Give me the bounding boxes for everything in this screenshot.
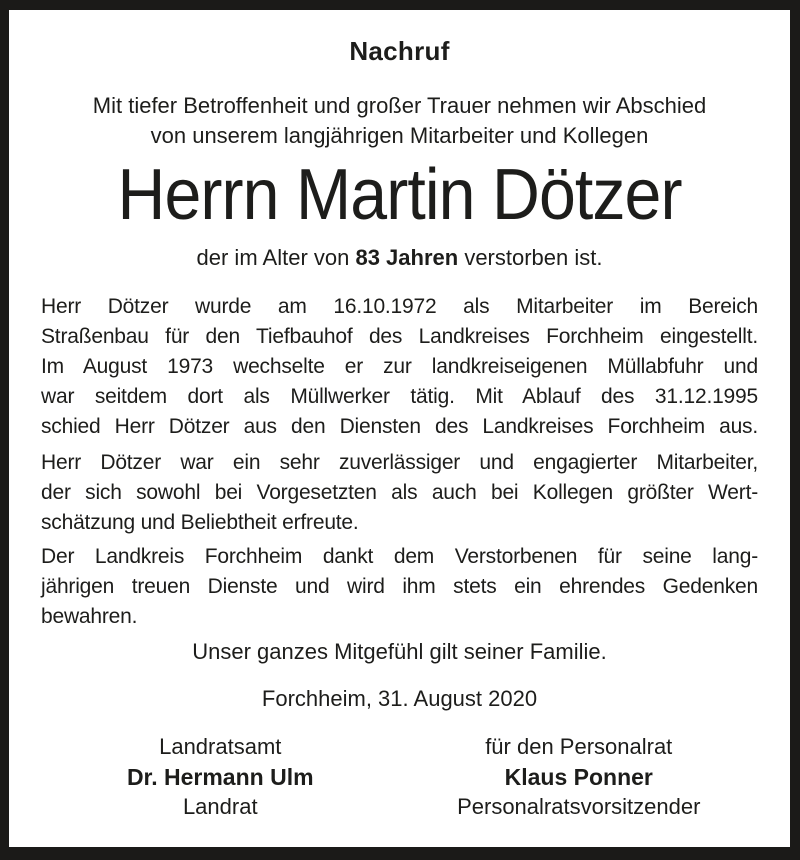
text-line: Herr Dötzer war ein sehr zuverlässiger und engagierter Mitarbeiter, xyxy=(41,451,758,474)
text-line: der sich sowohl bei Vorgesetzten als auch bei Kollegen größter Wert- xyxy=(41,481,758,504)
text-line: Mit tiefer Betroffenheit und großer Trauer nehmen wir Abschied xyxy=(92,93,707,118)
dateline: Forchheim, 31. August 2020 xyxy=(261,686,538,711)
text-line: Straßenbau für den Tiefbauhof des Landkreises Forchheim eingestellt. xyxy=(41,325,758,348)
text-line: Der Landkreis Forchheim dankt dem Verstorbenen für seine lang- xyxy=(41,545,758,568)
text-line: Im August 1973 wechselte er zur landkreiseigenen Müllabfuhr und xyxy=(41,355,758,378)
signature-org: für den Personalrat xyxy=(485,734,673,759)
signature-org: Landratsamt xyxy=(159,734,282,759)
text-line: war seitdem dort als Müllwerker tätig. Mit Ablauf des 31.12.1995 xyxy=(41,385,758,408)
text-line: jährigen treuen Dienste und wird ihm stets ein ehrendes Gedenken xyxy=(41,575,758,598)
deceased-name xyxy=(41,155,758,235)
signature-role: Landrat xyxy=(182,794,258,819)
condolence-line: Unser ganzes Mitgefühl gilt seiner Familie. xyxy=(192,639,607,664)
paragraph-gratitude xyxy=(41,542,758,632)
signature-name: Dr. Hermann Ulm xyxy=(126,764,314,790)
signature-role: Personalratsvorsitzender xyxy=(457,794,701,819)
obituary-sheet xyxy=(9,10,790,847)
text-line: von unserem langjährigen Mitarbeiter und Kollegen xyxy=(150,123,649,148)
text-line: schätzung und Beliebtheit erfreute. xyxy=(41,511,359,534)
text-line: Herr Dötzer wurde am 16.10.1972 als Mitarbeiter im Bereich xyxy=(41,295,758,318)
age-value: 83 Jahren xyxy=(355,245,459,270)
paragraph-appreciation xyxy=(41,448,758,538)
text-line: schied Herr Dötzer aus den Diensten des Landkreises Forchheim aus. xyxy=(41,415,758,438)
signature-personalrat xyxy=(400,732,759,822)
age-line xyxy=(41,243,758,273)
signature-landratsamt xyxy=(41,732,400,822)
notice-title: Nachruf xyxy=(349,36,450,66)
text-line: bewahren. xyxy=(41,605,138,628)
age-line-prefix: der im Alter von xyxy=(196,245,356,270)
paragraph-career xyxy=(41,292,758,442)
age-line-suffix: verstorben ist. xyxy=(458,245,603,270)
signature-name: Klaus Ponner xyxy=(504,764,653,790)
signature-block xyxy=(41,732,758,822)
deceased-name-text: Herrn Martin Dötzer xyxy=(117,155,682,235)
intro-text xyxy=(41,91,758,151)
